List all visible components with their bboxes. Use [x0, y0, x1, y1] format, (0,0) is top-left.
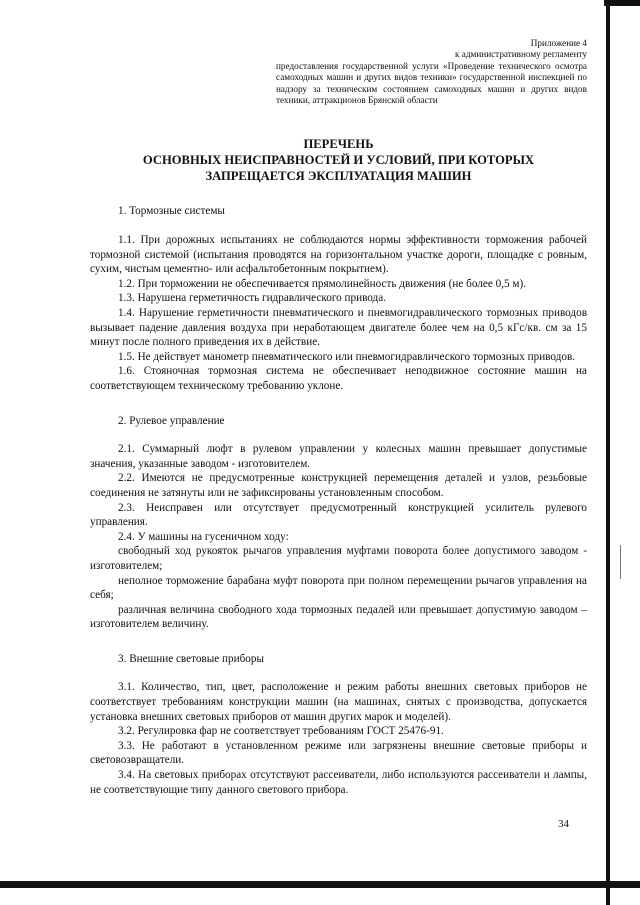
title-line-3: ЗАПРЕЩАЕТСЯ ЭКСПЛУАТАЦИЯ МАШИН: [205, 169, 472, 184]
appendix-regulation-text: предоставления государственной услуги «Проведение технического осмотра самоходных машин и других видов техники» государственной инспекцией по надзору за техническим состоянием самоходных машин и других видов техники, аттракционов Брянской области: [276, 60, 587, 106]
title-line-1: ПЕРЕЧЕНЬ: [303, 137, 374, 152]
list-item: свободный ход рукояток рычагов управления муфтами поворота более допустимого заводом - изготовителем;: [90, 545, 587, 572]
document-page: [90, 38, 587, 797]
list-item: 2.4. У машины на гусеничном ходу:: [118, 530, 289, 543]
appendix-number: Приложение 4: [530, 38, 587, 48]
title-line-2: ОСНОВНЫХ НЕИСПРАВНОСТЕЙ И УСЛОВИЙ, ПРИ КОТОРЫХ: [142, 153, 535, 168]
section-steering: [90, 414, 587, 632]
section-heading: 1. Тормозные системы: [118, 205, 225, 218]
section-lighting: [90, 652, 587, 797]
list-item: различная величина свободного хода тормозных педалей или превышает допустимую заводом – изготовителем величину.: [90, 603, 587, 631]
scan-border-corner: [604, 0, 640, 6]
list-item: 1.1. При дорожных испытаниях не соблюдаются нормы эффективности торможения рабочей тормозной системой (испытания проводятся на горизонтальном участке дороги, площадке с ровным, сухим, чистым цементно- или асфальтобетонным покрытием).: [90, 234, 587, 276]
list-item: 3.4. На световых приборах отсутствуют рассеиватели, либо используются рассеиватели и лампы, не соответствующие типу данного светового прибора.: [90, 769, 587, 796]
section-brakes: [90, 204, 587, 393]
appendix-header: [276, 38, 587, 106]
list-item: 1.4. Нарушение герметичности пневматического и пневмогидравлического тормозных приводов вызывает падение давления воздуха при неработающем двигателе более чем на 0,5 кГс/кв. см за 15 минут после полного приведения их в действие.: [90, 307, 587, 349]
list-item: неполное торможение барабана муфт поворота при полном перемещении рычагов управления на себя;: [90, 574, 587, 602]
list-item: 1.5. Не действует манометр пневматического или пневмогидравлического тормозных приводов.: [118, 350, 576, 363]
document-title: [90, 136, 587, 184]
page-number: 34: [558, 818, 569, 830]
list-item: 2.3. Неисправен или отсутствует предусмотренный конструкцией усилитель рулевого управления.: [90, 501, 587, 529]
list-item: 3.1. Количество, тип, цвет, расположение и режим работы внешних световых приборов не соответствует требованиям конструкции машин (на машинах, снятых с производства, допускается установка внешних световых приборов от машин других марок и моделей).: [90, 681, 587, 723]
section-heading: 2. Рулевое управление: [118, 414, 225, 427]
list-item: 3.3. Не работают в установленном режиме или загрязнены внешние световые приборы и световозвращатели.: [90, 739, 587, 767]
list-item: 3.2. Регулировка фар не соответствует требованиям ГОСТ 25476-91.: [118, 725, 444, 738]
scan-border-bottom: [0, 881, 640, 888]
list-item: 1.2. При торможении не обеспечивается прямолинейность движения (не более 0,5 м).: [118, 277, 526, 290]
list-item: 2.2. Имеются не предусмотренные конструкцией перемещения деталей и узлов, резьбовые соединения не затянуты или не зафиксированы установленным способом.: [90, 472, 587, 499]
list-item: 1.6. Стояночная тормозная система не обеспечивает неподвижное состояние машин на соответствующем техническому требованию уклоне.: [90, 365, 587, 392]
scan-margin-mark: [620, 545, 621, 579]
appendix-reference: к административному регламенту: [455, 49, 587, 60]
list-item: 1.3. Нарушена герметичность гидравлического привода.: [118, 292, 387, 305]
list-item: 2.1. Суммарный люфт в рулевом управлении у колесных машин превышает допустимые значения, указанные заводом - изготовителем.: [90, 443, 587, 470]
section-heading: 3. Внешние световые приборы: [118, 652, 264, 665]
scan-border-right: [606, 0, 610, 905]
